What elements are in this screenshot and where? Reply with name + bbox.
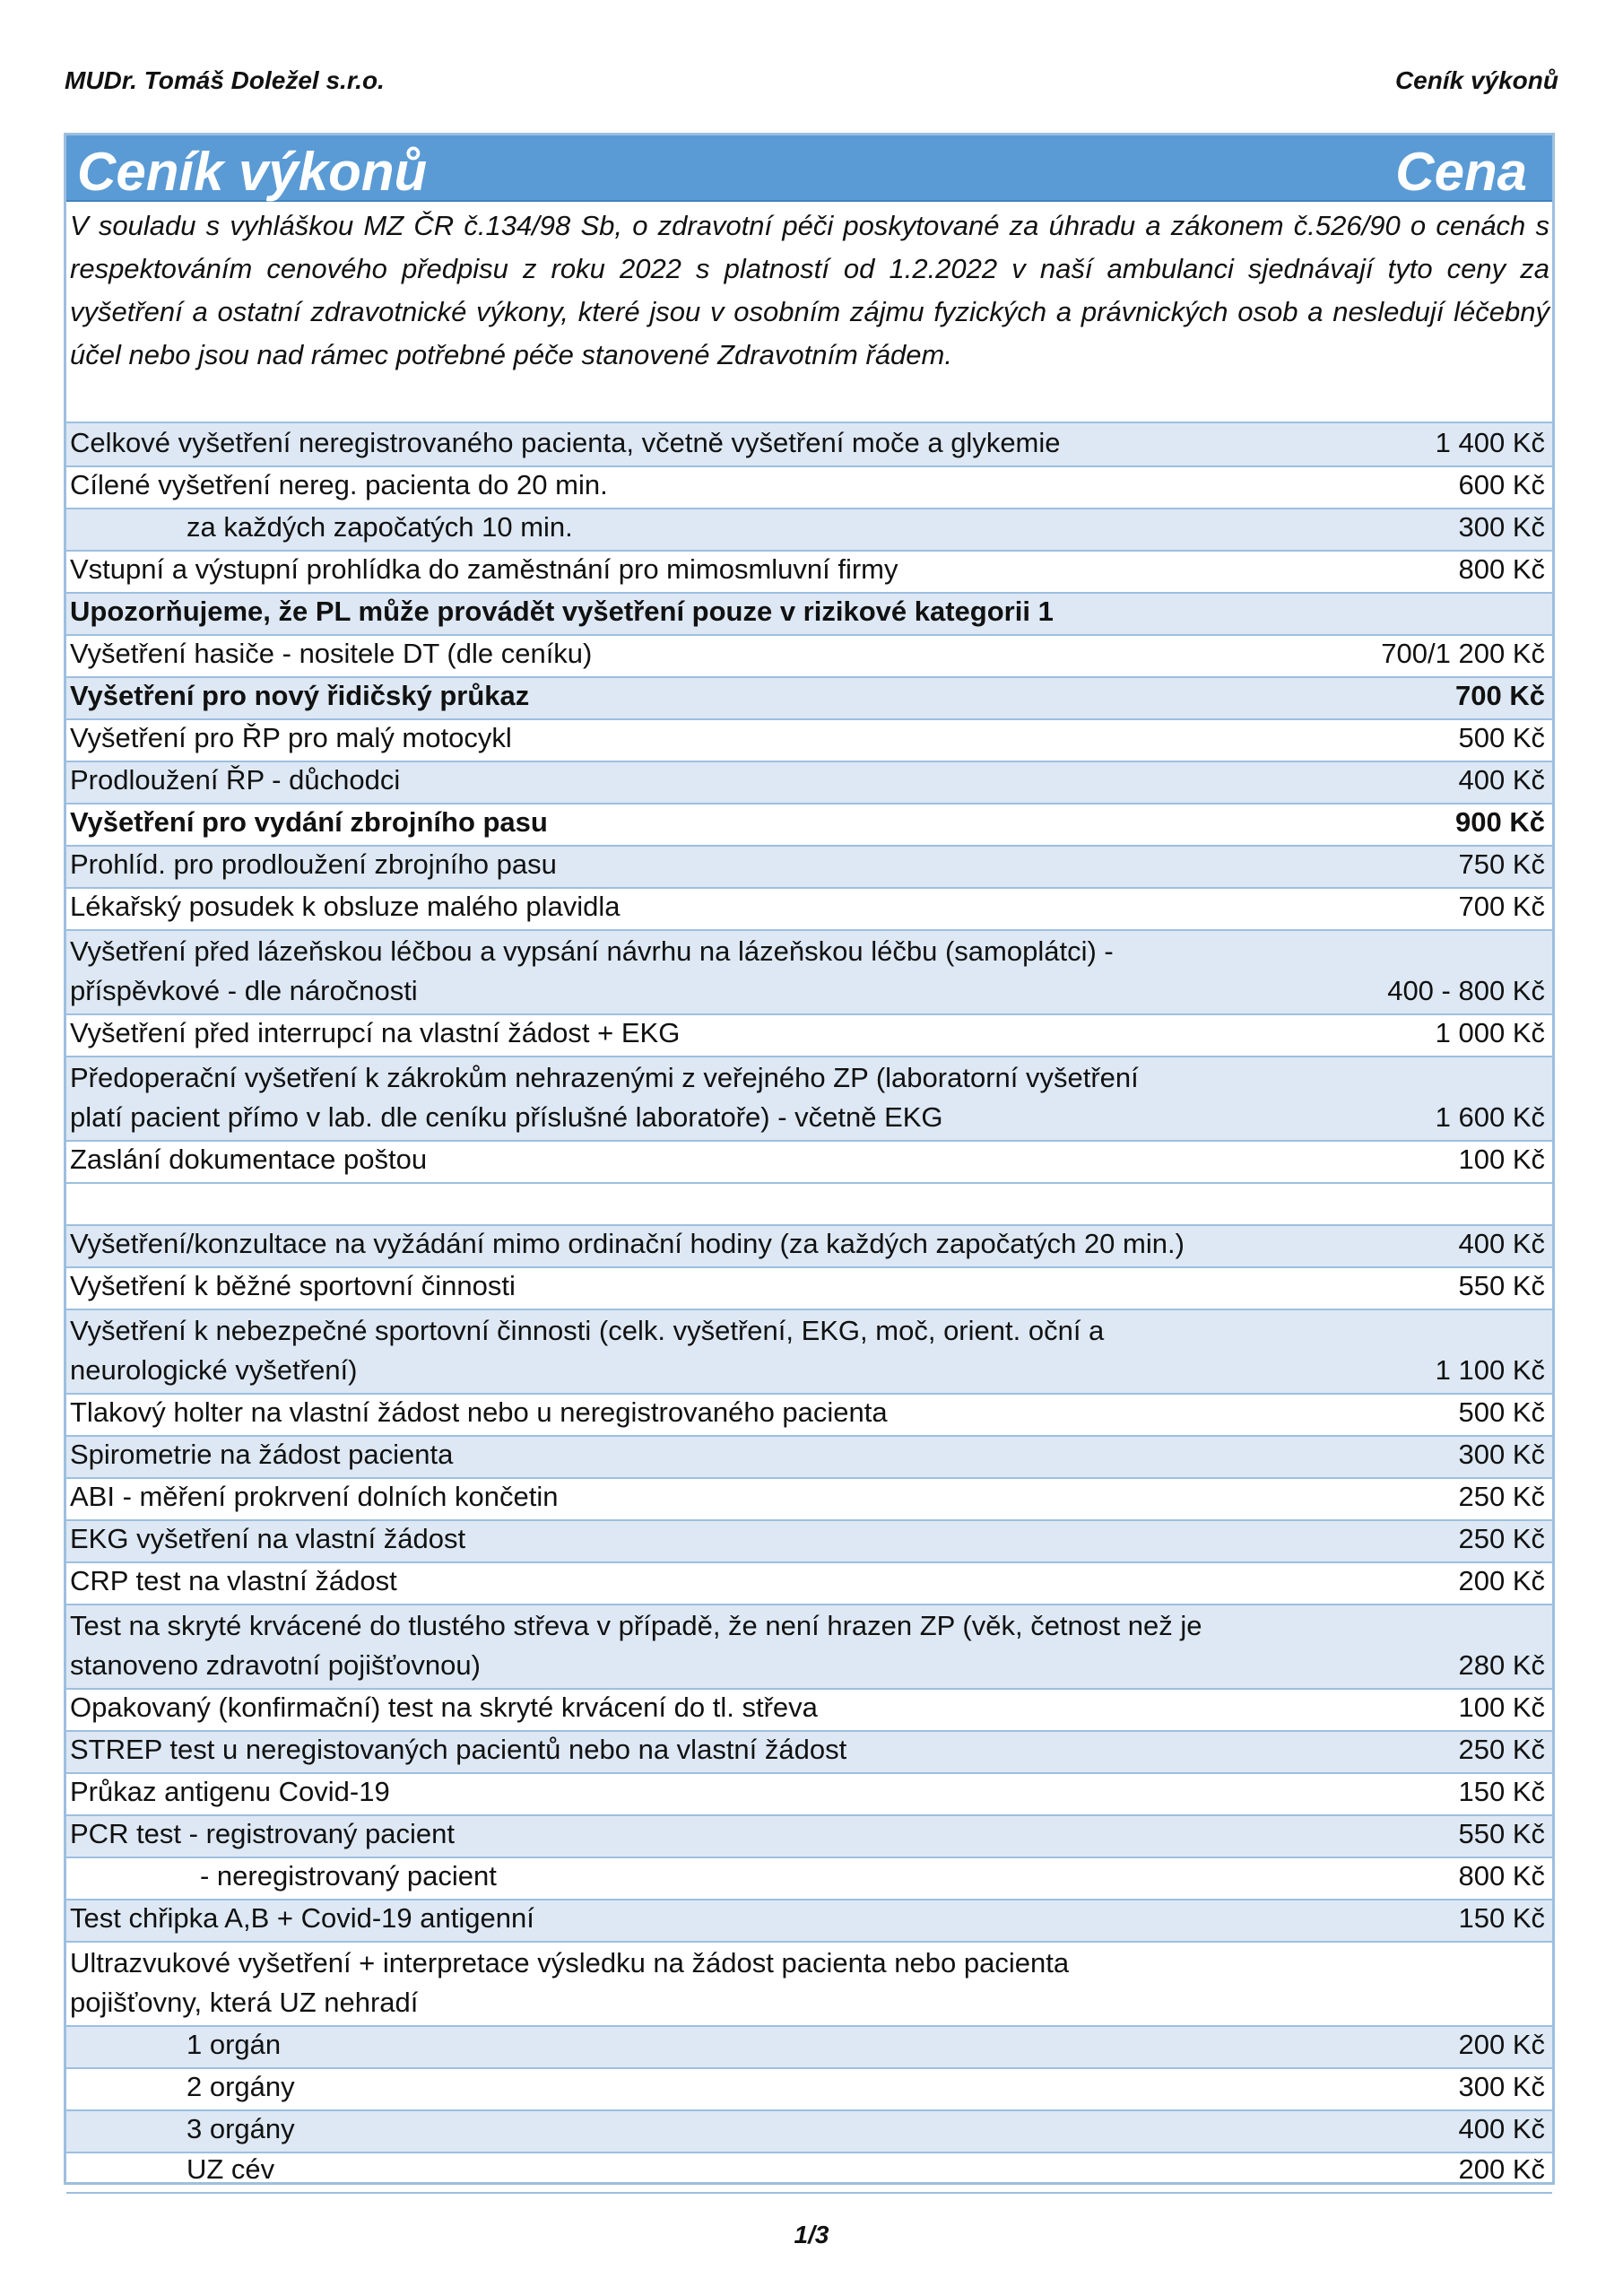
table-row [66,887,1552,929]
row-label: Vyšetření/konzultace na vyžádání mimo ordinační hodiny (za každých započatých 20 min.) [70,1228,1185,1259]
row-price: 550 Kč [1458,1818,1545,1849]
row-price: 500 Kč [1458,722,1545,753]
row-price: 250 Kč [1458,1481,1545,1512]
row-label: ABI - měření prokrvení dolních končetin [70,1481,559,1512]
row-label: 3 orgány [187,2113,295,2144]
table-row [66,1857,1552,1899]
row-label: Průkaz antigenu Covid-19 [70,1776,390,1807]
table-row [66,1224,1552,1266]
row-price: 300 Kč [1458,511,1545,543]
table-row [66,845,1552,887]
row-price: 550 Kč [1458,1270,1545,1301]
page-title: Ceník výkonů [77,142,428,202]
table-row [66,465,1552,508]
row-price: 250 Kč [1458,1734,1545,1765]
row-price: 900 Kč [1455,806,1545,838]
table-row [66,508,1552,550]
intro-paragraph: V souladu s vyhláškou MZ ČR č.134/98 Sb, o zdravotní péči poskytované za úhradu a zákonem č.526/90 o cenách s respektováním cenového předpisu z roku 2022 s platností od 1.2.2022 v naší ambulanci sjednávají tyto ceny za vyšetření a ostatní zdravotnické výkony, které jsou v osobním zájmu fyzických a právnických osob a nesledují léčebný účel nebo jsou nad rámec potřebné péče stanovené Zdravotním řádem. [70,210,1549,370]
row-label: PCR test - registrovaný pacient [70,1818,456,1849]
table-row [66,803,1552,845]
row-label: Vyšetření k běžné sportovní činnosti [70,1270,516,1301]
table-row [66,929,1552,1013]
table-row [66,1309,1552,1393]
row-label: CRP test na vlastní žádost [70,1565,397,1596]
document-name: Ceník výkonů [1394,66,1558,94]
row-price: 700 Kč [1458,891,1545,922]
table-row [66,1140,1552,1182]
row-label: Vyšetření pro vydání zbrojního pasu [70,806,548,838]
row-label: UZ cév [187,2153,275,2185]
row-label: Zaslání dokumentace poštou [70,1144,428,1175]
page-number: 1/3 [794,2221,829,2248]
table-row [66,1013,1552,1056]
page-header [65,66,1558,102]
row-label: Spirometrie na žádost pacienta [70,1439,454,1470]
table-row [66,1730,1552,1772]
row-label: za každých započatých 10 min. [187,511,573,543]
table-row [66,2109,1552,2152]
table-row [66,1056,1552,1140]
row-price: 500 Kč [1458,1396,1545,1428]
table-row [66,1561,1552,1604]
row-label: Prohlíd. pro prodloužení zbrojního pasu [70,848,557,880]
row-label: 2 orgány [187,2071,295,2102]
table-row [66,1772,1552,1814]
table-row [66,2152,1552,2194]
row-label: Vyšetření před lázeňskou léčbou a vypsání návrhu na lázeňskou léčbu (samoplátci) - příspěvkové - dle náročnosti [70,935,1114,1006]
table-row [66,1899,1552,1941]
row-price: 300 Kč [1458,1439,1545,1470]
row-label: Vyšetření hasiče - nositele DT (dle ceníku) [70,638,593,669]
row-label: Vyšetření k nebezpečné sportovní činnosti (celk. vyšetření, EKG, moč, orient. oční a neurologické vyšetření) [70,1315,1105,1386]
table-row [66,1941,1552,2025]
row-label: Ultrazvukové vyšetření + interpretace výsledku na žádost pacienta nebo pacienta pojišťovny, která UZ nehradí [70,1947,1070,2018]
price-column-header: Cena [1395,142,1527,202]
row-price: 400 Kč [1458,2113,1545,2144]
row-label: - neregistrovaný pacient [200,1860,497,1892]
row-label: Celkové vyšetření neregistrovaného pacienta, včetně vyšetření moče a glykemie [70,427,1061,458]
table-row [66,1266,1552,1309]
row-label: Lékařský posudek k obsluze malého plavidla [70,891,621,922]
table-row [66,1604,1552,1688]
row-price: 280 Kč [1458,1649,1545,1681]
table-row [66,592,1552,634]
row-price: 200 Kč [1458,1565,1545,1596]
table-row [66,1814,1552,1857]
price-list [66,422,1552,2194]
row-label: Prodloužení ŘP - důchodci [70,764,401,796]
table-row [66,718,1552,761]
table-row [66,2067,1552,2109]
table-row [66,2025,1552,2067]
table-row [66,422,1552,465]
row-price: 800 Kč [1458,1860,1545,1892]
row-label: Test na skryté krvácené do tlustého střeva v případě, že není hrazen ZP (věk, četnost než je stanoveno zdravotní pojišťovnou) [70,1610,1202,1681]
table-row [66,1519,1552,1561]
row-price: 1 600 Kč [1435,1101,1545,1133]
row-label: STREP test u neregistovaných pacientů nebo na vlastní žádost [70,1734,847,1765]
table-row [66,1435,1552,1477]
table-row [66,761,1552,803]
row-label: Opakovaný (konfirmační) test na skryté krvácení do tl. střeva [70,1692,818,1723]
row-label: Vstupní a výstupní prohlídka do zaměstnání pro mimosmluvní firmy [70,553,898,585]
table-row [66,550,1552,592]
row-label: Vyšetření pro nový řidičský průkaz [70,680,530,711]
row-price: 100 Kč [1458,1692,1545,1723]
row-price: 150 Kč [1458,1776,1545,1807]
row-price: 1 400 Kč [1435,427,1545,458]
spacer-row [66,1182,1552,1224]
row-label: Předoperační vyšetření k zákrokům nehrazenými z veřejného ZP (laboratorní vyšetření platí pacient přímo v lab. dle ceníku příslušné laboratoře) - včetně EKG [70,1062,1139,1133]
row-price: 750 Kč [1458,848,1545,880]
row-price: 200 Kč [1458,2029,1545,2060]
row-price: 150 Kč [1458,1902,1545,1934]
row-label: Upozorňujeme, že PL může provádět vyšetření pouze v rizikové kategorii 1 [70,596,1054,627]
table-row [66,1393,1552,1435]
row-price: 400 - 800 Kč [1387,975,1545,1006]
row-label: Test chřipka A,B + Covid-19 antigenní [70,1902,534,1934]
row-price: 600 Kč [1458,469,1545,500]
title-bar [66,135,1552,202]
row-label: EKG vyšetření na vlastní žádost [70,1523,466,1554]
row-price: 700/1 200 Kč [1381,638,1545,669]
table-row [66,1688,1552,1730]
row-price: 200 Kč [1458,2153,1545,2185]
table-row [66,676,1552,718]
row-price: 400 Kč [1458,764,1545,796]
row-label: Vyšetření pro ŘP pro malý motocykl [70,722,512,753]
company-name: MUDr. Tomáš Doležel s.r.o. [65,66,385,94]
row-price: 1 000 Kč [1435,1017,1545,1048]
row-price: 700 Kč [1455,680,1545,711]
row-label: Cílené vyšetření nereg. pacienta do 20 min. [70,469,608,500]
row-price: 400 Kč [1458,1228,1545,1259]
row-price: 1 100 Kč [1435,1354,1545,1386]
table-row [66,1477,1552,1519]
row-label: Tlakový holter na vlastní žádost nebo u neregistrovaného pacienta [70,1396,888,1428]
row-label: Vyšetření před interrupcí na vlastní žádost + EKG [70,1017,681,1048]
row-price: 250 Kč [1458,1523,1545,1554]
row-price: 100 Kč [1458,1144,1545,1175]
table-row [66,634,1552,676]
row-label: 1 orgán [187,2029,282,2060]
row-price: 300 Kč [1458,2071,1545,2102]
row-price: 800 Kč [1458,553,1545,585]
